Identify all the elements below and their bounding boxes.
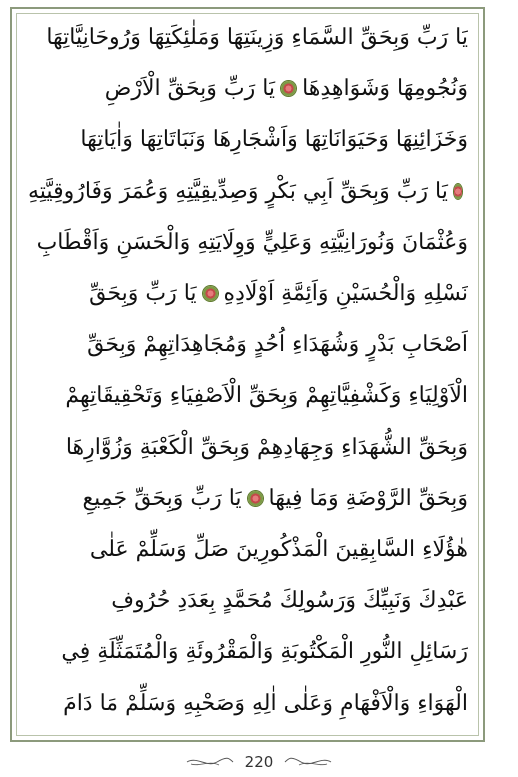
rosette-separator-icon: [248, 491, 263, 506]
text-line-12: [28, 575, 468, 626]
line-text: يَا رَبِّ وَبِحَقِّ السَّمَاءِ وَزِينَتِهَا وَمَلٰئِكَتِهَا وَرُوحَانِيَّاتِهَا: [46, 25, 468, 51]
rosette-separator-icon: [454, 184, 462, 199]
line-text: وَنُجُومِهَا وَشَوَاهِدِهَا: [302, 76, 468, 102]
text-line-3: [28, 114, 468, 165]
rosette-separator-icon: [281, 81, 296, 96]
line-text: يَا رَبِّ وَبِحَقِّ اَبِي بَكْرٍ وَصِدِّيقِيَّتِهِ وَعُمَرَ وَفَارُوقِيَّتِهِ: [28, 178, 448, 204]
text-line-4: [28, 166, 468, 217]
text-line-5: [28, 217, 468, 268]
right-flourish-icon: [283, 756, 333, 768]
left-flourish-icon: [185, 756, 235, 768]
line-text: وَبِحَقِّ الشُّهَدَاءِ وَجِهَادِهِمْ وَبِحَقِّ الْكَعْبَةِ وَزُوَّارِهَا: [65, 434, 468, 460]
line-text: وَبِحَقِّ الرَّوْضَةِ وَمَا فِيهَا: [268, 485, 468, 511]
line-text: الْهَوَاءِ وَالْاَفْهَامِ وَعَلٰى اٰلِهِ وَصَحْبِهِ وَسَلِّمْ مَا دَامَ: [63, 690, 468, 716]
text-line-9: [28, 422, 468, 473]
line-text: نَسْلِهِ وَالْحُسَيْنِ وَاَئِمَّةِ اَوْلَادِهِ: [223, 281, 468, 307]
page-number: 220: [244, 753, 274, 771]
line-text: هٰؤُلَاءِ السَّابِقِينَ الْمَذْكُورِينَ صَلِّ وَسَلِّمْ عَلٰى: [89, 536, 468, 562]
text-line-6: [28, 268, 468, 319]
line-text: عَبْدِكَ وَنَبِيِّكَ وَرَسُولِكَ مُحَمَّدٍ بِعَدَدِ حُرُوفِ: [111, 588, 468, 614]
text-line-2: [28, 63, 468, 114]
line-text: وَعُثْمَانَ وَنُورَانِيَّتِهِ وَعَلِيٍّ وَوِلَايَتِهِ وَالْحَسَنِ وَاَقْطَابِ: [36, 229, 468, 255]
line-text: يَا رَبِّ وَبِحَقِّ الْاَرْضِ: [104, 76, 276, 102]
line-text: رَسَائِلِ النُّورِ الْمَكْتُوبَةِ وَالْمَقْرُوئَةِ وَالْمُتَمَثِّلَةِ فِي: [61, 639, 468, 665]
text-line-8: [28, 370, 468, 421]
text-line-10: [28, 473, 468, 524]
arabic-text-block: [28, 12, 468, 729]
text-line-1: [28, 12, 468, 63]
line-text: وَخَزَائِنِهَا وَحَيَوَانَاتِهَا وَاَشْجَارِهَا وَنَبَاتَاتِهَا وَاٰيَاتِهَا: [80, 127, 468, 153]
line-text: يَا رَبِّ وَبِحَقِّ جَمِيعِ: [82, 485, 242, 511]
line-text: يَا رَبِّ وَبِحَقِّ: [89, 281, 197, 307]
text-line-7: [28, 319, 468, 370]
text-line-14: [28, 677, 468, 728]
page-footer: [0, 752, 518, 772]
text-line-11: [28, 524, 468, 575]
text-line-13: [28, 626, 468, 677]
line-text: الْاَوْلِيَاءِ وَكَشْفِيَّاتِهِمْ وَبِحَقِّ الْاَصْفِيَاءِ وَتَحْقِيقَاتِهِمْ: [65, 383, 468, 409]
line-text: اَصْحَابِ بَدْرٍ وَشُهَدَاءِ اُحُدٍ وَمُجَاهِدَاتِهِمْ وَبِحَقِّ: [87, 332, 468, 358]
rosette-separator-icon: [203, 286, 218, 301]
